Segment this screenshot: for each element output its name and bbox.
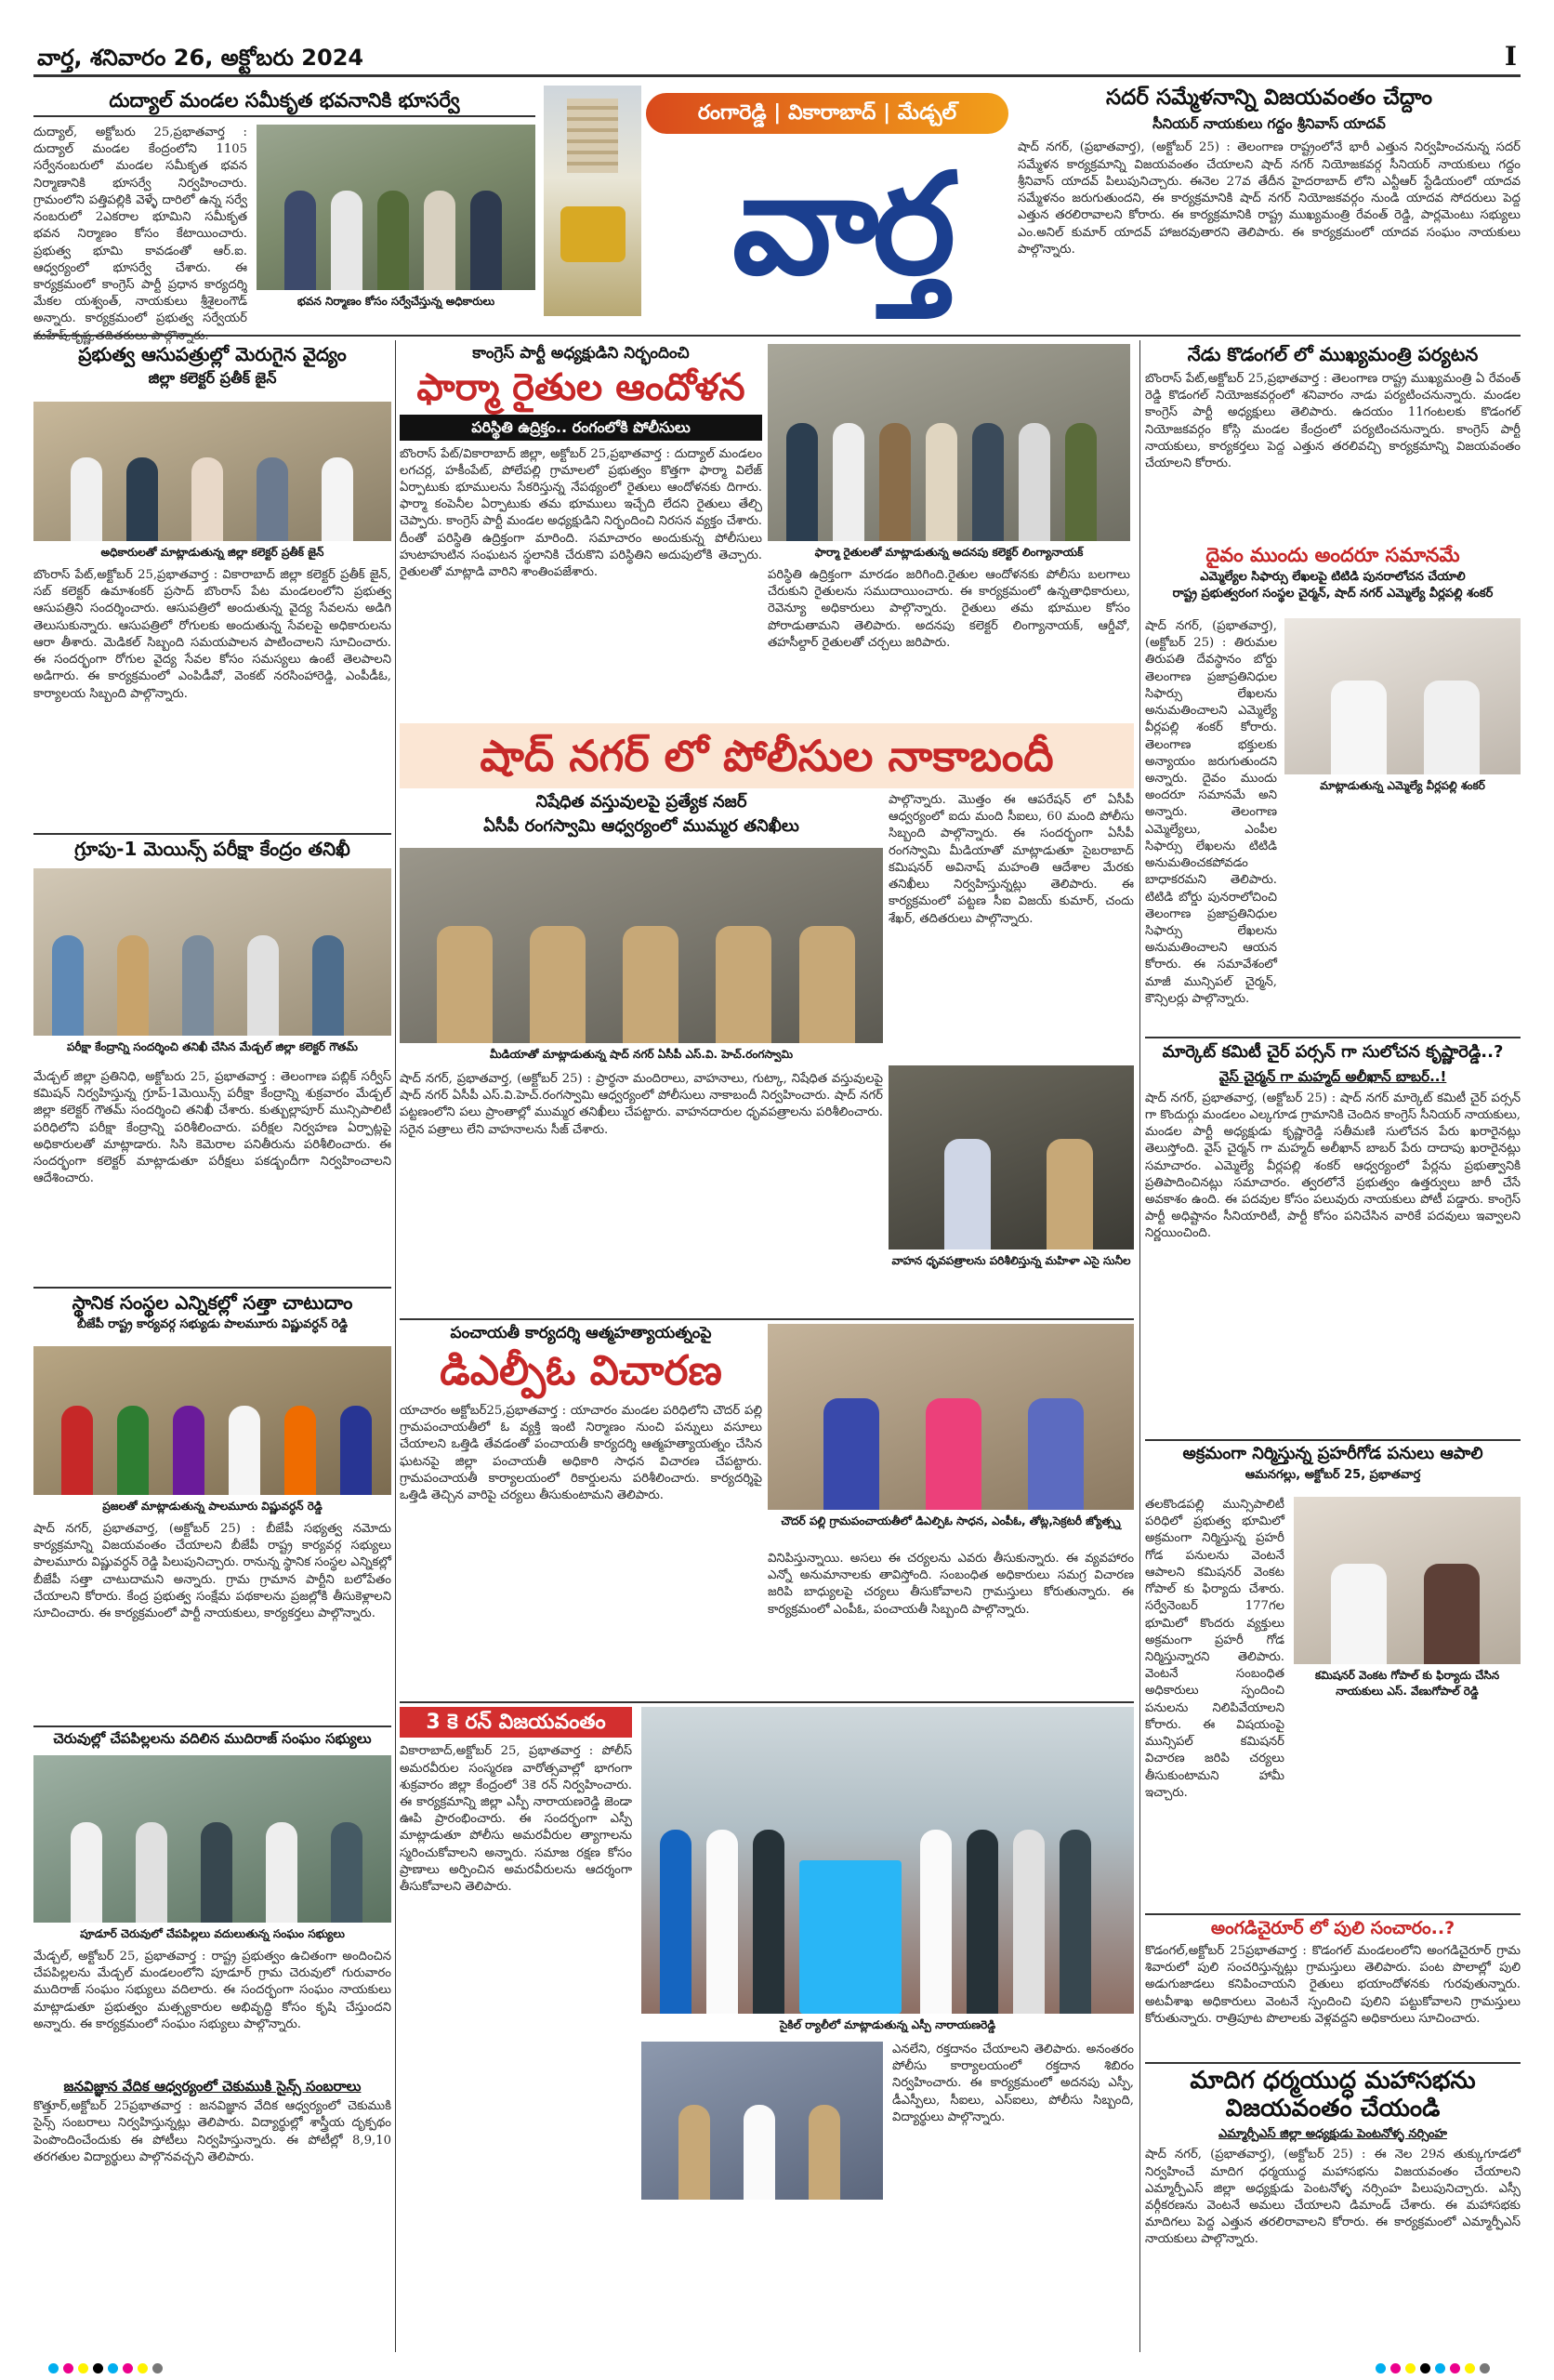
- article-body: షాద్ నగర్, ప్రభాతవార్త, (అక్టోబర్ 25) : ప్రార్థనా మందిరాలు, వాహనాలు, గుట్కా, నిషేధిత వస్తువులపై షాద్ నగర్ ఏసీపీ ఎస్.వి.హెచ్.రంగస్వామి ఆధ్వర్యంలో పోలీసులు నాకాబందీ నిర్వహించారు. షాద్ నగర్ పట్టణంలోని పలు ప్రాంతాల్లో ముమ్మర తనిఖీలు చేపట్టారు. వాహనదారుల ధృవపత్రాలను పరిశీలించారు. సరైన పత్రాలు లేని వాహనాలను సీజ్ చేశారు.: [400, 1072, 883, 1137]
- brand-logo: వార్త: [731, 142, 951, 306]
- article-photo: [768, 344, 1130, 541]
- article-dlpo-cont: [768, 1324, 1134, 1696]
- article-body: షాద్ నగర్, (ప్రభాతవార్త), (అక్టోబర్ 25) : తిరుమల తిరుపతి దేవస్థానం బోర్డు తెలంగాణ ప్రజాప్రతినిధుల సిఫార్సు లేఖలను అనుమతించాలని ఎమ్మెల్యే వీర్లపల్లి శంకర్ కోరారు. తెలంగాణ భక్తులకు అన్యాయం జరుగుతుందని అన్నారు. దైవం ముందు అందరూ సమానమే అని అన్నారు. తెలంగాణ ఎమ్మెల్యేలు, ఎంపీల సిఫార్సు లేఖలను టిటిడి అనుమతించకపోవడం బాధాకరమని తెలిపారు. టిటిడి బోర్డు పునరాలోచించి తెలంగాణ ప్రజాప్రతినిధుల సిఫార్సు లేఖలను అనుమతించాలని ఆయన కోరారు. ఈ సమావేశంలో మాజీ మున్సిపల్ చైర్మన్, కౌన్సిలర్లు పాల్గొన్నారు.: [1145, 619, 1277, 1006]
- article-subhead-2: ఏసీపీ రంగస్వామి ఆధ్వర్యంలో ముమ్మర తనిఖీలు: [483, 815, 799, 836]
- article-body: తలకొండపల్లి మున్సిపాలిటీ పరిధిలో ప్రభుత్వ భూమిలో అక్రమంగా నిర్మిస్తున్న ప్రహరీ గోడ పనులను వెంటనే ఆపాలని కమిషనర్ వెంకట గోపాల్ కు ఫిర్యాదు చేశారు. సర్వేనెంబర్ 177గల భూమిలో కొందరు వ్యక్తులు అక్రమంగా ప్రహరీ గోడ నిర్మిస్తున్నారని తెలిపారు. వెంటనే సంబంధిత అధికారులు స్పందించి పనులను నిలిపివేయాలని కోరారు. ఈ విషయంపై మున్సిపల్ కమిషనర్ విచారణ జరిపి చర్యలు తీసుకుంటామని హామీ ఇచ్చారు.: [1145, 1498, 1284, 1800]
- article-pharma-cont: [768, 344, 1130, 716]
- article-headline: దుద్యాల్ మండల సమీకృత భవనానికి భూసర్వే: [33, 86, 535, 117]
- brand-districts: రంగారెడ్డి | వికారాబాద్ | మేడ్చల్: [646, 93, 1008, 134]
- article-body: పరిస్థితి ఉద్రిక్తంగా మారడం జరిగింది.రైతుల ఆందోళనకు పోలీసు బలగాలు చేరుకుని రైతులను సముదాయించారు. ఈ కార్యక్రమంలో ఉన్నతాధికారులు, రెవెన్యూ అధికారులు పాల్గొన్నారు. రైతులు తమ భూముల కోసం పోరాడుతామని తెలిపారు. అదనపు కలెక్టర్ లింగ్యానాయక్, ఆర్డీవో, తహసీల్దార్ రైతులతో చర్చలు జరిపారు.: [768, 568, 1130, 650]
- column-rule: [395, 340, 396, 2352]
- article-body: షాద్ నగర్, ప్రభాతవార్త, (అక్టోబర్ 25) : షాద్ నగర్ మార్కెట్ కమిటీ చైర్ పర్సన్ గా కొందుర్గు మండలం ఎల్కగూడ గ్రామానికి చెందిన కాంగ్రెస్ సీనియర్ నాయకులు, మండల పార్టీ అధ్యక్షుడు కృష్ణారెడ్డి సతీమణి సులోచన పేరు ఖరారైనట్లు తెలుస్తోంది. వైస్ చైర్మన్ గా మహ్మద్ అలీఖాన్ బాబర్ పేరు దాదాపు ఖరారైనట్లు సమాచారం. ఎమ్మెల్యే వీర్లపల్లి శంకర్ ఆధ్వర్యంలో పేర్లను ప్రభుత్వానికి ప్రతిపాదించినట్లు సమాచారం. త్వరలోనే ప్రభుత్వం ఉత్తర్వులు జారీ చేసే అవకాశం ఉంది. ఈ పదవుల కోసం పలువురు నాయకులు పోటీ పడ్డారు. కాంగ్రెస్ పార్టీ అధిష్టానం సీనియారిటీ, పార్టీ కోసం పనిచేసిన వారికే పదవులు ఇవ్వాలని నిర్ణయించింది.: [1145, 1091, 1521, 1241]
- photo-caption: పరీక్షా కేంద్రాన్ని సందర్శించి తనిఖీ చేసిన మేడ్చల్ జిల్లా కలెక్టర్ గౌతమ్: [67, 1040, 358, 1053]
- article-headline: మాదిగ ధర్మయుద్ధ మహాసభను విజయవంతం చేయండి: [1190, 2067, 1476, 2122]
- article-madiga: [1145, 2068, 1521, 2347]
- article-kicker: పంచాయతీ కార్యదర్శి ఆత్మహత్యాయత్నంపై: [450, 1324, 712, 1342]
- row-rule: [400, 1318, 1134, 1320]
- row-rule: [400, 1701, 1134, 1703]
- article-photo: [33, 402, 391, 541]
- article-body: యాచారం అక్టోబర్25,ప్రభాతవార్త : యాచారం మండల పరిధిలోని చౌదర్ పల్లి గ్రామపంచాయతీలో ఓ వ్యక్తి ఇంటి నిర్మాణం నుంచి పన్నులు వసూలు చేయాలని ఒత్తిడి తేవడంతో పంచాయతీ కార్యదర్శి ఆత్మహత్యాయత్నం చేసిన ఘటనపై జిల్లా పంచాయతీ అధికారి సాధన విచారణ చేపట్టారు. గ్రామపంచాయతీ కార్యాలయంలో రికార్డులను పరిశీలించారు. కార్యదర్శిపై ఒత్తిడి తెచ్చిన వారిపై చర్యలు తీసుకుంటామని తెలిపారు.: [400, 1403, 762, 1503]
- article-body: బొంరాస్ పేట్/వికారాబాద్ జిల్లా, అక్టోబర్ 25,ప్రభాతవార్త : దుద్యాల్ మండలం లగచర్ల, హకీంపేట్, పోలేపల్లి గ్రామాలలో ప్రభుత్వం కొత్తగా ఫార్మా విలేజ్ ఏర్పాటుకు భూములను సేకరిస్తున్న నేపథ్యంలో రైతులు ఆందోళనకు దిగారు. ఫార్మా కంపెనీల ఏర్పాటుకు తమ భూములు ఇచ్చేది లేదని రైతులు తేల్చి చెప్పారు. కాంగ్రెస్ పార్టీ మండల అధ్యక్షుడిని నిర్భందించి నిరసన వ్యక్తం చేశారు. దీంతో పరిస్థితి ఉద్రిక్తంగా మారింది. సమాచారం అందుకున్న పోలీసులు హుటాహుటిన సంఘటన స్థలానికి చేరుకొని పరిస్థితిని అదుపులోకి తెచ్చారు. రైతులతో మాట్లాడి వారిని శాంతింపజేశారు.: [400, 446, 762, 580]
- photo-caption: మీడియాతో మాట్లాడుతున్న షాద్ నగర్ ఏసీపీ ఎస్.వి. హెచ్.రంగస్వామి: [489, 1048, 794, 1061]
- photo-caption: ప్రజలతో మాట్లాడుతున్న పాలమూరు విష్ణువర్ధన్ రెడ్డి: [102, 1500, 323, 1513]
- print-mark: [63, 2363, 73, 2373]
- row-rule: [1145, 2062, 1521, 2064]
- article-body: షాద్ నగర్, (ప్రభాతవార్త), (అక్టోబర్ 25) : ఈ నెల 29న తుక్కుగూడలో నిర్వహించే మాదిగ ధర్మయుద్ధ మహాసభను విజయవంతం చేయాలని ఎమ్మార్పీఎస్ జిల్లా అధ్యక్షుడు పెంటనోళ్ళ నర్సింహ పిలుపునిచ్చారు. ఎస్సీ వర్గీకరణను వెంటనే అమలు చేయాలని డిమాండ్ చేశారు. ఈ మహాసభకు మాదిగలు పెద్ద ఎత్తున తరలిరావాలని కోరారు. ఈ కార్యక్రమంలో ఎమ్మార్పీఎస్ నాయకులు పాల్గొన్నారు.: [1145, 2148, 1521, 2247]
- print-mark: [1465, 2363, 1475, 2373]
- article-subhead: జిల్లా కలెక్టర్ ప్రతీక్ జైన్: [148, 369, 277, 387]
- print-mark: [93, 2363, 103, 2373]
- print-mark: [1420, 2363, 1430, 2373]
- masthead-rule: [33, 74, 1521, 77]
- column-rule: [1139, 340, 1140, 2352]
- article-headline: ప్రభుత్వ ఆసుపత్రుల్లో మెరుగైన వైద్యం: [78, 343, 347, 365]
- brand-block: [544, 86, 1008, 316]
- article-subhead: బీజేపీ రాష్ట్ర కార్యవర్గ సభ్యుడు పాలమూరు విష్ణువర్ధన్ రెడ్డి: [76, 1317, 349, 1331]
- article-band: [400, 1707, 632, 1738]
- print-mark: [1376, 2363, 1386, 2373]
- print-mark: [152, 2363, 163, 2373]
- article-headline: డిఎల్పీఓ విచారణ: [440, 1347, 722, 1395]
- article-body: బొంరాస్ పేట్,అక్టోబర్ 25,ప్రభాతవార్త : వికారాబాద్ జిల్లా కలెక్టర్ ప్రతీక్ జైన్, సబ్ కలెక్టర్ ఉమాశంకర్ ప్రసాద్ బొంరాస్ పేట మండలంలోని ప్రభుత్వ ఆసుపత్రిని సందర్శించారు. ఆసుపత్రిలో అందుతున్న వైద్య సేవలను అడిగి తెలుసుకున్నారు. ఆసుపత్రిలో రోగులకు అందుతున్న సేవలపై అధికారులను ఆరా తీశారు. మెడికల్ సిబ్బంది సమయపాలన పాటించాలని సూచించారు. ఈ సందర్భంగా రోగుల వైద్య సేవల కోసం సమస్యలు ఉంటే తెలపాలని అడిగారు. ఈ కార్యక్రమంలో ఎంపిడీవో, వెంకట్ నరసింహారెడ్డి, ఎంపీడీఓ, కార్యాలయ సిబ్బంది పాల్గొన్నారు.: [33, 568, 391, 701]
- article-tiger: [1145, 1919, 1521, 2058]
- article-photo: [33, 1346, 391, 1495]
- article-body: ఎనలేని, రక్తదానం చేయాలని తెలిపారు. అనంతరం పోలీసు కార్యాలయంలో రక్తదాన శిబిరం నిర్వహించారు. ఈ కార్యక్రమంలో అదనపు ఎస్పీ, డీఎస్పీలు, సీఐలు, ఎస్ఐలు, పోలీసు సిబ్బంది, విద్యార్థులు పాల్గొన్నారు.: [892, 2043, 1134, 2124]
- article-body: కొత్తూర్,అక్టోబర్ 25ప్రభాతవార్త : జనవిజ్ఞాన వేదిక ఆధ్వర్యంలో చెకుముకి సైన్స్ సంబరాలు నిర్వహిస్తున్నట్లు తెలిపారు. విద్యార్థుల్లో శాస్త్రీయ దృక్పథం పెంపొందించేందుకు ఈ పోటీలు నిర్వహిస్తున్నారు. ఈ పోటీల్లో 8,9,10 తరగతుల విద్యార్థులు పాల్గొనవచ్చని తెలిపారు.: [33, 2099, 391, 2164]
- photo-caption: సైకిల్ ర్యాలీలో మాట్లాడుతున్న ఎస్పీ నారాయణరెడ్డి: [779, 2018, 996, 2031]
- row-rule: [33, 833, 391, 835]
- article-band: పరిస్థితి ఉద్రిక్తం.. రంగంలోకి పోలీసులు: [400, 415, 762, 440]
- article-cm-tour: [1145, 344, 1521, 539]
- article-headline: ఫార్మా రైతుల ఆందోళన: [416, 366, 745, 410]
- article-photo: [1294, 1497, 1521, 1664]
- article-subhead-2: రాష్ట్ర ప్రభుత్వరంగ సంస్థల చైర్మన్, షాద్ నగర్ ఎమ్మెల్యే వీర్లపల్లి శంకర్: [1172, 586, 1494, 601]
- article-subhead: వైస్ చైర్మన్ గా మహ్మద్ అలీఖాన్ బాబర్..!: [1218, 1067, 1447, 1085]
- photo-caption: వాహన ధృవపత్రాలను పరిశీలిస్తున్న మహిళా ఎసై సునీల: [891, 1254, 1131, 1267]
- article-local-elections: [33, 1292, 391, 1720]
- print-mark: [1390, 2363, 1401, 2373]
- photo-caption: అధికారులతో మాట్లాడుతున్న జిల్లా కలెక్టర్ ప్రతీక్ జైన్: [100, 546, 324, 559]
- article-body: దుద్యాల్, అక్టోబరు 25,ప్రభాతవార్త : దుద్యాల్ మండల కేంద్రంలోని 1105 సర్వేనంబరులో మండల సమీకృత భవన నిర్మాణానికి భూసర్వే నిర్వహించారు. గ్రామంలోని పత్తిపల్లికి వెళ్ళే దారిలో ఉన్న సర్వే నంబరులో 2ఎకరాల భూమిని సమీకృత భవన నిర్మాణం కోసం కేటాయించారు. ప్రభుత్వ భూమి కావడంతో ఆర్.ఐ. ఆధ్వర్యంలో భూసర్వే చేశారు. ఈ కార్యక్రమంలో కాంగ్రెస్ పార్టీ ప్రధాన కార్యదర్శి మేకల యశ్వంత్, నాయకులు శ్రీశైలంగౌడ్ అన్నారు. కార్యక్రమంలో ప్రభుత్వ సర్వేయర్: [33, 126, 247, 326]
- photo-caption: పూడూర్ చెరువులో చేపపిల్లలు వదులుతున్న సంఘం సభ్యులు: [80, 1927, 345, 1940]
- article-body: మేడ్చల్ జిల్లా ప్రతినిధి, అక్టోబరు 25, ప్రభాతవార్త : తెలంగాణ పబ్లిక్ సర్వీస్ కమిషన్ నిర్వహిస్తున్న గ్రూప్-1మెయిన్స్ పరీక్షా కేంద్రాన్ని శుక్రవారం మేడ్చల్ జిల్లా కలెక్టర్ గౌతమ్ సందర్శించి తనిఖీ చేశారు. కుత్బుల్లాపూర్ మున్సిపాలిటీ పరిధిలోని పరీక్షా కేంద్రాన్ని పరిశీలించారు. పరీక్షల నిర్వహణ ఏర్పాట్లపై అధికారులతో మాట్లాడారు. సిసి కెమెరాల పనితీరును పరిశీలించారు. ఈ సందర్భంగా కలెక్టర్ మాట్లాడుతూ పరీక్షలు పకడ్బందీగా నిర్వహించాలని ఆదేశించారు.: [33, 1070, 391, 1186]
- article-dateline: ఆమనగల్లు, అక్టోబర్ 25, ప్రభాతవార్త: [1245, 1467, 1421, 1482]
- article-subhead: ఎమ్మార్పీఎస్ జిల్లా అధ్యక్షుడు పెంటనోళ్ళ నర్సింహ: [1218, 2126, 1447, 2141]
- article-nakabandi-banner: [400, 723, 1134, 788]
- article-science: [33, 2079, 391, 2348]
- print-mark: [1450, 2363, 1460, 2373]
- article-photo: [768, 1324, 1134, 1510]
- article-bhusurvey: [33, 86, 535, 327]
- row-rule: [33, 335, 1521, 337]
- article-subhead: ఎమ్మెల్యేల సిఫార్సు లేఖలపై టిటిడి పునరాలోచన చేయాలి: [1200, 570, 1466, 585]
- temple-photo: [544, 86, 641, 316]
- article-body: మేడ్చల్, అక్టోబర్ 25, ప్రభాతవార్త : రాష్ట్ర ప్రభుత్వం ఉచితంగా అందించిన చేపపిల్లలను మేడ్చల్ మండలంలోని పూడూర్ గ్రామ చెరువులో గురువారం ముదిరాజ్ సంఘం సభ్యులు వదిలారు. ఈ సందర్భంగా సంఘం నాయకులు మాట్లాడుతూ ప్రభుత్వం మత్స్యకారుల అభివృద్ధి కోసం కృషి చేస్తుందని అన్నారు. ఈ కార్యక్రమంలో సంఘం సభ్యులు పాల్గొన్నారు.: [33, 1950, 391, 2031]
- article-hospital: [33, 344, 391, 827]
- print-mark: [1435, 2363, 1445, 2373]
- article-subhead: నిషేధిత వస్తువులపై ప్రత్యేక నజర్: [535, 792, 747, 812]
- article-headline: సదర్ సమ్మేళనాన్ని విజయవంతం చేద్దాం: [1105, 86, 1433, 110]
- article-kicker: కాంగ్రెస్ పార్టీ అధ్యక్షుడిని నిర్భందించి: [472, 344, 690, 363]
- article-photo: [33, 868, 391, 1036]
- article-body: షాద్ నగర్, (ప్రభాతవార్త), (అక్టోబర్ 25) : తెలంగాణ రాష్ట్రంలోనే భారీ ఎత్తున నిర్వహించనున్న సదర్ సమ్మేళన కార్యక్రమాన్ని విజయవంతం చేయాలని షాద్ నగర్ నియోజకవర్గ సీనియర్ నాయకులు గద్దం శ్రీనివాస్ యాదవ్ పిలుపునిచ్చారు. ఈనెల 27వ తేదీన హైదరాబాద్ లోని ఎన్టీఆర్ స్టేడియంలో యాదవ సమ్మేళనం జరుగుతుందని, ఈ కార్యక్రమానికి షాద్ నగర్ నియోజకవర్గం నుండి యాదవ సోదరులు పెద్ద ఎత్తున తరలిరావాలని కోరారు. ఈ కార్యక్రమానికి రాష్ట్ర ముఖ్యమంత్రి రేవంత్ రెడ్డి, పార్లమెంటు సభ్యులు ఎం.అనిల్ కుమార్ యాదవ్ హాజరవుతారని తెలిపారు. ఈ కార్యక్రమంలో యాదవ సంఘం నాయకులు పాల్గొన్నారు.: [1018, 140, 1521, 257]
- article-3k-run: [400, 1707, 632, 2348]
- article-headline: మార్కెట్ కమిటీ చైర్ పర్సన్ గా సులోచన కృష్ణారెడ్డి..?: [1162, 1042, 1504, 1062]
- article-headline: షాద్ నగర్ లో పోలీసుల నాకాబందీ: [480, 731, 1054, 781]
- article-body: వినిపిస్తున్నాయి. అసలు ఈ చర్యలను ఎవరు తీసుకున్నారు. ఈ వ్యవహారం ఎన్నో అనుమానాలకు తావిస్తోంది. సంబంధిత అధికారులు సమగ్ర విచారణ జరిపి బాధ్యులపై చర్యలు తీసుకోవాలని గ్రామస్తులు కోరుతున్నారు. ఈ కార్యక్రమంలో ఎంపీఓ, పంచాయతీ సిబ్బంది పాల్గొన్నారు.: [768, 1552, 1134, 1617]
- article-headline: జనవిజ్ఞాన వేదిక ఆధ్వర్యంలో చెకుముకి సైన్స్ సంబరాలు: [63, 2078, 362, 2095]
- article-photo-2: [641, 2042, 883, 2200]
- article-photo: [257, 125, 535, 290]
- photo-caption: ఫార్మా రైతులతో మాట్లాడుతున్న అదనపు కలెక్టర్ లింగ్యానాయక్: [814, 546, 1084, 559]
- article-sadar: [1018, 86, 1521, 327]
- article-photo: [889, 1065, 1134, 1250]
- masthead-date: వార్త, శనివారం 26, అక్టోబరు 2024: [37, 45, 364, 71]
- article-3k-run-cont: [641, 1707, 1134, 2348]
- article-headline: చెరువుల్లో చేపపిల్లలను వదిలిన ముదిరాజ్ సంఘం సభ్యులు: [53, 1730, 372, 1747]
- row-rule: [33, 1287, 391, 1289]
- row-rule: [1145, 1037, 1521, 1038]
- article-body: కొడంగల్,అక్టోబర్ 25ప్రభాతవార్త : కొడంగల్ మండలంలోని అంగడిచైరూర్ గ్రామ శివారులో పులి సంచరిస్తున్నట్లు గ్రామస్తులు తెలిపారు. పంట పొలాల్లో పులి అడుగుజాడలు కనిపించాయని రైతులు భయాందోళనకు గురవుతున్నారు. అటవీశాఖ అధికారులు వెంటనే స్పందించి పులిని పట్టుకోవాలని గ్రామస్తులు కోరుతున్నారు. రాత్రిపూట పొలాలకు వెళ్లవద్దని అధికారులు సూచించారు.: [1145, 1943, 1521, 2026]
- print-mark: [138, 2363, 148, 2373]
- article-headline: అక్రమంగా నిర్మిస్తున్న ప్రహరీగోడ పనులు ఆపాలి: [1182, 1444, 1483, 1463]
- article-pharma: [400, 344, 762, 716]
- page-number: I: [1504, 41, 1517, 72]
- article-photo: [1284, 618, 1521, 774]
- row-rule: [33, 1726, 391, 1727]
- article-nakabandi: [400, 792, 883, 1313]
- photo-caption: కమిషనర్ వెంకట గోపాల్ కు ఫిర్యాదు చేసిన నాయకులు ఎస్. వేణుగోపాల్ రెడ్డి: [1314, 1669, 1500, 1698]
- print-mark: [108, 2363, 118, 2373]
- article-headline: 3 కె రన్ విజయవంతం: [426, 1711, 606, 1734]
- article-headline: అంగడిచైరూర్ లో పులి సంచారం..?: [1210, 1918, 1455, 1938]
- article-body: పాల్గొన్నారు. మొత్తం ఈ ఆపరేషన్ లో ఏసీపీ ఆధ్వర్యంలో ఐదు మంది సీఐలు, 60 మంది పోలీసు సిబ్బంది పాల్గొన్నారు. ఈ సందర్భంగా ఏసీపీ రంగస్వామి మీడియాతో మాట్లాడుతూ సైబరాబాద్ కమిషనర్ అవినాష్ మహంతి ఆదేశాల మేరకు తనిఖీలు నిర్వహిస్తున్నట్లు తెలిపారు. ఈ కార్యక్రమంలో పట్టణ సీఐ విజయ్ కుమార్, చందు శేఖర్, తదితరులు పాల్గొన్నారు.: [889, 793, 1134, 926]
- article-compound-wall: [1145, 1445, 1521, 1910]
- article-photo: [641, 1707, 1134, 2014]
- article-body: షాద్ నగర్, ప్రభాతవార్త, (అక్టోబర్ 25) : బీజేపీ సభ్యత్వ నమోదు కార్యక్రమాన్ని విజయవంతం చేయాలని బీజేపీ రాష్ట్ర కార్యవర్గ సభ్యులు పాలమూరు విష్ణువర్ధన్ రెడ్డి పిలుపునిచ్చారు. రానున్న స్థానిక సంస్థల ఎన్నికల్లో బీజేపీ సత్తా చాటుదామని అన్నారు. గ్రామ గ్రామాన పార్టీని బలోపేతం చేయాలని కోరారు. కేంద్ర ప్రభుత్వ సంక్షేమ పథకాలను ప్రజల్లోకి తీసుకెళ్లాలని సూచించారు. ఈ కార్యక్రమంలో పార్టీ నాయకులు, కార్యకర్తలు పాల్గొన్నారు.: [33, 1522, 391, 1621]
- print-mark: [1480, 2363, 1490, 2373]
- article-headline: దైవం ముందు అందరూ సమానమే: [1205, 544, 1460, 566]
- photo-caption: చౌదర్ పల్లి గ్రామపంచాయతీలో డిఎల్పిఓ సాధన, ఎంపీఓ, తోట్ల,సెక్రటరీ జ్యోత్స్న: [781, 1514, 1121, 1527]
- article-ttd: [1145, 544, 1521, 1027]
- photo-caption: భవన నిర్మాణం కోసం సర్వేచేస్తున్న అధికారులు: [296, 295, 495, 308]
- article-nakabandi-cont: [889, 792, 1134, 1313]
- article-photo: [33, 1755, 391, 1923]
- article-subhead: సీనియర్ నాయకులు గద్దం శ్రీనివాస్ యాదవ్: [1152, 115, 1386, 133]
- print-mark: [78, 2363, 88, 2373]
- article-market-committee: [1145, 1043, 1521, 1434]
- article-dlpo: [400, 1324, 762, 1696]
- row-rule: [1145, 1913, 1521, 1915]
- article-fish: [33, 1731, 391, 2075]
- print-mark: [48, 2363, 59, 2373]
- photo-caption: మాట్లాడుతున్న ఎమ్మెల్యే వీర్లపల్లి శంకర్: [1320, 779, 1485, 792]
- print-mark: [1405, 2363, 1416, 2373]
- article-headline: స్థానిక సంస్థల ఎన్నికల్లో సత్తా చాటుదాం: [72, 1291, 353, 1314]
- article-photo: [400, 848, 883, 1043]
- row-rule: [1145, 1439, 1521, 1441]
- article-body: వికారాబాద్,అక్టోబర్ 25, ప్రభాతవార్త : పోలీస్ అమరవీరుల సంస్మరణ వారోత్సవాల్లో భాగంగా శుక్రవారం జిల్లా కేంద్రంలో 3కె రన్ నిర్వహించారు. ఈ కార్యక్రమాన్ని జిల్లా ఎస్పీ నారాయణరెడ్డి జెండా ఊపి ప్రారంభించారు. ఈ సందర్భంగా ఎస్పీ మాట్లాడుతూ పోలీసు అమరవీరుల త్యాగాలను స్మరించుకోవాలని అన్నారు. సమాజ రక్షణ కోసం ప్రాణాలు అర్పించిన అమరవీరులను ఆదర్శంగా తీసుకోవాలని తెలిపారు.: [400, 1744, 632, 1895]
- article-group1: [33, 839, 391, 1281]
- article-body: బొంరాస్ పేట్,అక్టోబర్ 25,ప్రభాతవార్త : తెలంగాణ రాష్ట్ర ముఖ్యమంత్రి ఏ రేవంత్ రెడ్డి కొడంగల్ నియోజకవర్గంలో శనివారం నాడు పర్యటించనున్నారు. మండల కాంగ్రెస్ పార్టీ అధ్యక్షులు తెలిపారు. ఉదయం 11గంటలకు కొడంగల్ నియోజకవర్గం కోస్గి మండల కేంద్రంలో పర్యటించనున్నారు. కాంగ్రెస్ పార్టీ నాయకులు, కార్యకర్తలు పెద్ద ఎత్తున తరలివచ్చి కార్యక్రమాన్ని విజయవంతం చేయాలని కోరారు.: [1145, 372, 1521, 471]
- article-headline: గ్రూపు-1 మెయిన్స్ పరీక్షా కేంద్రం తనిఖీ: [74, 838, 350, 860]
- print-mark: [123, 2363, 133, 2373]
- article-headline: నేడు కొడంగల్ లో ముఖ్యమంత్రి పర్యటన: [1187, 343, 1479, 365]
